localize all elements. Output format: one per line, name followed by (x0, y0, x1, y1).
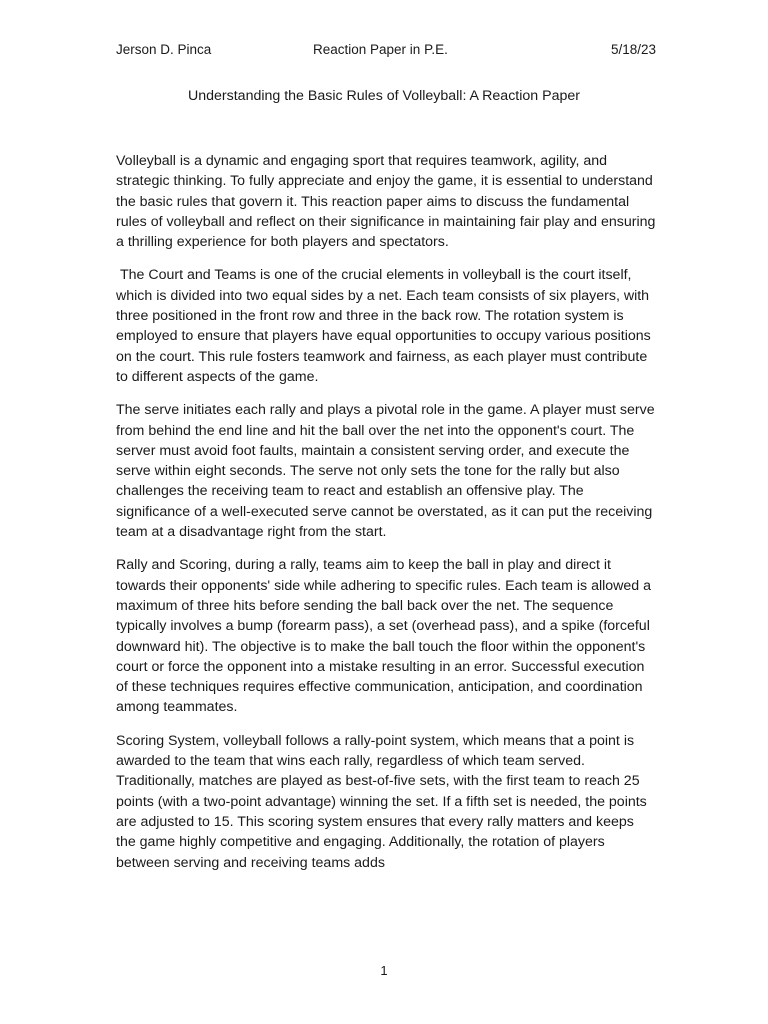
header-date: 5/18/23 (610, 42, 656, 57)
paragraph-rally-and-scoring: Rally and Scoring, during a rally, teams aim to keep the ball in play and direct it towards their opponents' side while adhering to specific rules. Each team is allowed a maximum of three hits before sending the ball back over the net. The sequence typically involves a bump (forearm pass), a set (overhead pass), and a spike (forceful downward hit). The objective is to make the ball touch the floor within the opponent's court or force the opponent into a mistake resulting in an error. Successful execution of these techniques requires effective communication, anticipation, and coordination among teammates. (116, 557, 652, 716)
document-title: Understanding the Basic Rules of Volleyball: A Reaction Paper (188, 88, 580, 104)
page-header (116, 42, 656, 62)
page-number: 1 (380, 963, 388, 978)
paragraph-introduction: Volleyball is a dynamic and engaging sport that requires teamwork, agility, and strategic thinking. To fully appreciate and enjoy the game, it is essential to understand the basic rules that govern it. This reaction paper aims to discuss the fundamental rules of volleyball and reflect on their significance in maintaining fair play and ensuring a thrilling experience for both players and spectators. (116, 153, 656, 251)
header-course: Reaction Paper in P.E. (313, 42, 448, 57)
paragraph-scoring-system: Scoring System, volleyball follows a rally-point system, which means that a point is awarded to the team that wins each rally, regardless of which team served. Traditionally, matches are played as best-of-five sets, with the first team to reach 25 points (with a two-point advantage) winning the set. If a fifth set is needed, the points are adjusted to 15. This scoring system ensures that every rally matters and keeps the game highly competitive and engaging. Additionally, the rotation of players between serving and receiving teams adds (116, 732, 647, 871)
header-author: Jerson D. Pinca (116, 42, 212, 57)
paragraph-serve: The serve initiates each rally and plays a pivotal role in the game. A player must serve from behind the end line and hit the ball over the net into the opponent's court. The server must avoid foot faults, maintain a consistent serving order, and execute the serve within eight seconds. The serve not only sets the tone for the rally but also challenges the receiving team to react and establish an offensive play. The significance of a well-executed serve cannot be overstated, as it can put the receiving team at a disadvantage right from the start. (116, 402, 655, 541)
paragraph-court-and-teams: The Court and Teams is one of the crucial elements in volleyball is the court itself, which is divided into two equal sides by a net. Each team consists of six players, with three positioned in the front row and three in the back row. The rotation system is employed to ensure that players have equal opportunities to occupy various positions on the court. This rule fosters teamwork and fairness, as each player must contribute to different aspects of the game. (116, 267, 655, 385)
document-body (116, 151, 656, 886)
